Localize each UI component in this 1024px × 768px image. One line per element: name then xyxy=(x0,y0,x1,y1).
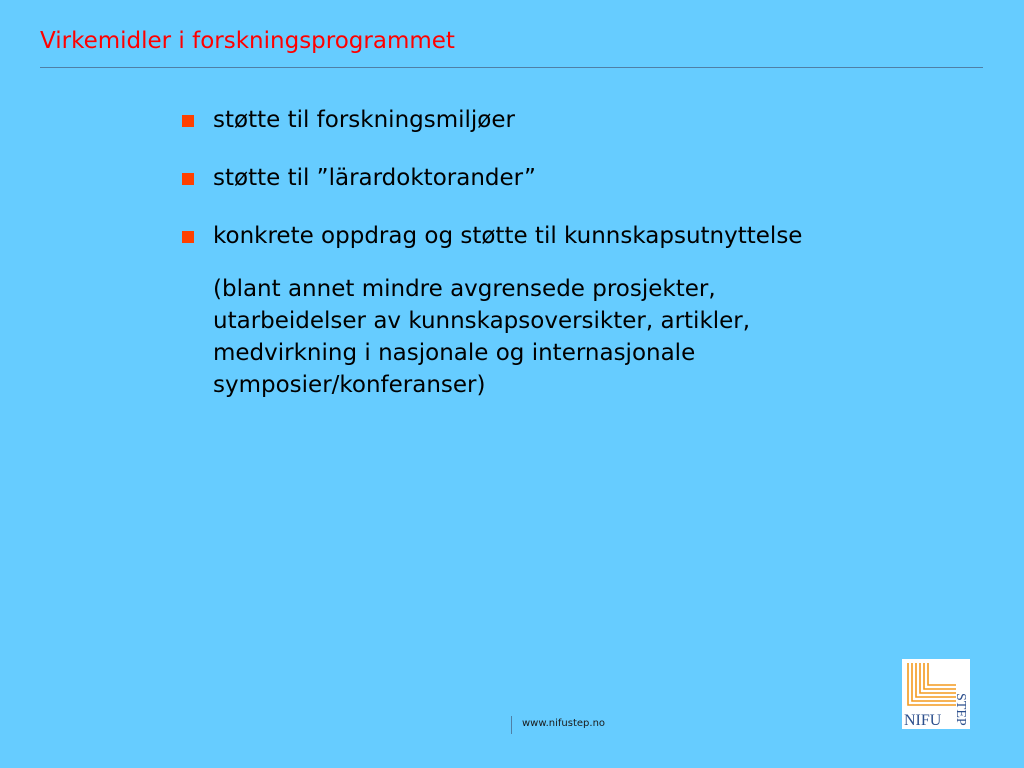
bullet-text: støtte til ”lärardoktorander” xyxy=(213,165,536,191)
nifu-step-logo xyxy=(902,659,970,729)
square-bullet-icon xyxy=(182,231,194,243)
bullet-text: støtte til forskningsmiljøer xyxy=(213,107,515,133)
footer-divider xyxy=(511,716,512,734)
note-line: utarbeidelser av kunnskapsoversikter, artikler, xyxy=(213,308,751,334)
title-rule xyxy=(40,67,983,68)
bullet-item xyxy=(182,164,982,193)
note-line: symposier/konferanser) xyxy=(213,372,486,398)
bullet-note xyxy=(213,273,982,401)
logo-text-step: STEP xyxy=(953,693,968,726)
slide-title: Virkemidler i forskningsprogrammet xyxy=(40,28,455,54)
square-bullet-icon xyxy=(182,173,194,185)
footer-url: www.nifustep.no xyxy=(522,718,606,729)
note-line: medvirkning i nasjonale og internasjonale xyxy=(213,340,696,366)
bullet-item xyxy=(182,106,982,135)
note-line: (blant annet mindre avgrensede prosjekter, xyxy=(213,276,716,302)
bullet-item xyxy=(182,222,982,251)
square-bullet-icon xyxy=(182,115,194,127)
slide-content xyxy=(182,106,982,401)
bullet-text: konkrete oppdrag og støtte til kunnskapsutnyttelse xyxy=(213,223,803,249)
logo-text-nifu: NIFU xyxy=(904,712,942,729)
